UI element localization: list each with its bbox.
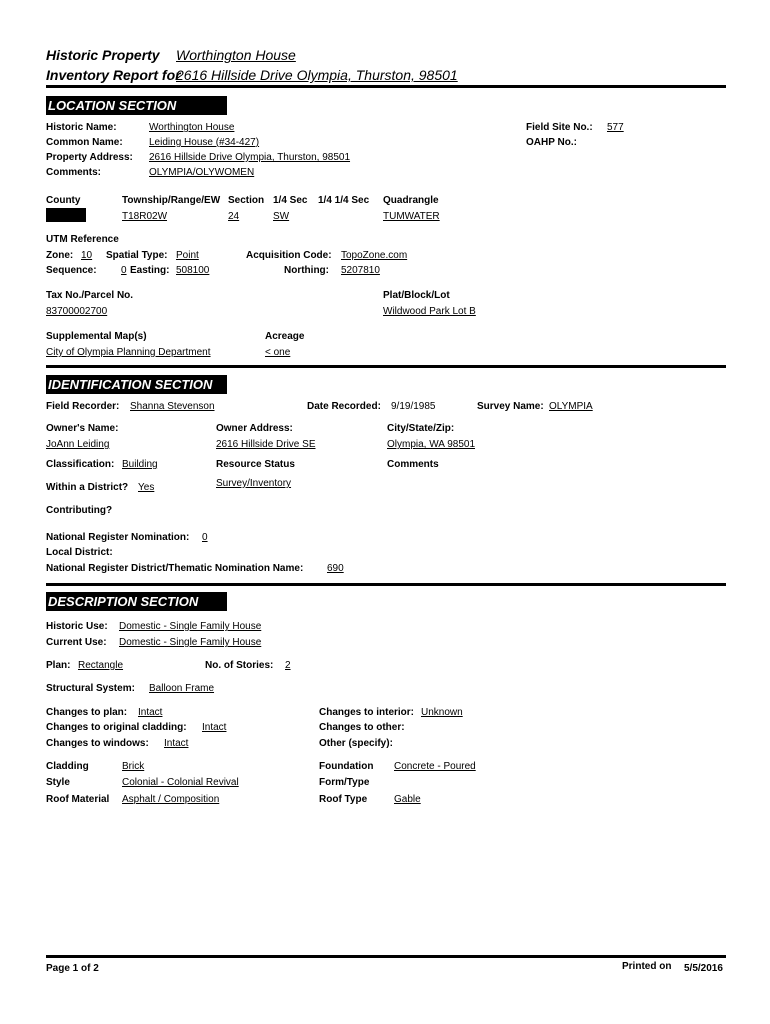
township-value: T18R02W — [122, 211, 168, 222]
page-number: Page 1 of 2 — [46, 963, 99, 974]
national-district-label: National Register District/Thematic Nomination Name: — [46, 563, 304, 574]
foundation-label: Foundation — [319, 761, 374, 772]
location-section-title: LOCATION SECTION — [46, 96, 227, 115]
northing-label: Northing: — [284, 265, 329, 276]
stories-label: No. of Stories: — [205, 660, 274, 671]
cladding-value: Brick — [122, 761, 145, 772]
common-name-label: Common Name: — [46, 137, 123, 148]
national-district-value: 690 — [327, 563, 344, 574]
changes-plan-label: Changes to plan: — [46, 707, 128, 718]
field-recorder-value: Shanna Stevenson — [130, 401, 215, 412]
other-specify-label: Other (specify): — [319, 738, 393, 749]
stories-value: 2 — [285, 660, 291, 671]
acreage-value: < one — [265, 347, 291, 358]
changes-cladding-label: Changes to original cladding: — [46, 722, 187, 733]
within-district-label: Within a District? — [46, 482, 129, 493]
survey-name-label: Survey Name: — [477, 401, 544, 412]
county-label: County — [46, 195, 81, 206]
comments-id-label: Comments — [387, 459, 439, 470]
printed-on-date: 5/5/2016 — [684, 963, 723, 974]
header-label-inventory-report: Inventory Report for — [46, 67, 181, 83]
header-property-name: Worthington House — [176, 47, 296, 63]
sequence-value: 0 — [121, 265, 127, 276]
property-address-label: Property Address: — [46, 152, 133, 163]
roof-type-label: Roof Type — [319, 794, 368, 805]
style-label: Style — [46, 777, 70, 788]
local-district-label: Local District: — [46, 547, 113, 558]
footer-rule — [46, 955, 726, 958]
acreage-label: Acreage — [265, 331, 305, 342]
supplemental-map-label: Supplemental Map(s) — [46, 331, 147, 342]
zone-value: 10 — [81, 250, 93, 261]
changes-interior-label: Changes to interior: — [319, 707, 415, 718]
structural-system-label: Structural System: — [46, 683, 135, 694]
identification-rule — [46, 365, 726, 368]
acquisition-code-value: TopoZone.com — [341, 250, 408, 261]
national-register-value: 0 — [202, 532, 208, 543]
changes-interior-value: Unknown — [421, 707, 463, 718]
contributing-label: Contributing? — [46, 505, 113, 516]
owner-name-label: Owner's Name: — [46, 423, 119, 434]
field-site-label: Field Site No.: — [526, 122, 593, 133]
style-value: Colonial - Colonial Revival — [122, 777, 239, 788]
classification-value: Building — [122, 459, 158, 470]
cladding-label: Cladding — [46, 761, 89, 772]
township-label: Township/Range/EW — [122, 195, 221, 206]
city-state-zip-value: Olympia, WA 98501 — [387, 439, 476, 450]
historic-use-label: Historic Use: — [46, 621, 108, 632]
structural-system-value: Balloon Frame — [149, 683, 215, 694]
acquisition-code-label: Acquisition Code: — [246, 250, 332, 261]
changes-windows-label: Changes to windows: — [46, 738, 149, 749]
roof-material-value: Asphalt / Composition — [122, 794, 220, 805]
survey-name-value: OLYMPIA — [549, 401, 593, 412]
field-site-value: 577 — [607, 122, 624, 133]
changes-cladding-value: Intact — [202, 722, 227, 733]
spatial-type-label: Spatial Type: — [106, 250, 168, 261]
changes-other-label: Changes to other: — [319, 722, 405, 733]
tax-parcel-value: 83700002700 — [46, 306, 108, 317]
owner-name-value: JoAnn Leiding — [46, 439, 110, 450]
date-recorded-label: Date Recorded: — [307, 401, 381, 412]
plan-label: Plan: — [46, 660, 71, 671]
comments-label: Comments: — [46, 167, 102, 178]
city-state-zip-label: City/State/Zip: — [387, 423, 455, 434]
section-label: Section — [228, 195, 265, 206]
utm-reference-label: UTM Reference — [46, 234, 119, 245]
printed-on-label: Printed on — [622, 961, 672, 972]
header-label-historic-property: Historic Property — [46, 47, 160, 63]
description-section-title: DESCRIPTION SECTION — [46, 592, 227, 611]
resource-status-label: Resource Status — [216, 459, 295, 470]
roof-material-label: Roof Material — [46, 794, 110, 805]
current-use-label: Current Use: — [46, 637, 107, 648]
identification-section-title: IDENTIFICATION SECTION — [46, 375, 227, 394]
sequence-label: Sequence: — [46, 265, 97, 276]
quarter-sec-label: 1/4 Sec — [273, 195, 308, 206]
foundation-value: Concrete - Poured — [394, 761, 476, 772]
historic-use-value: Domestic - Single Family House — [119, 621, 262, 632]
plan-value: Rectangle — [78, 660, 124, 671]
description-rule — [46, 583, 726, 586]
property-address-value: 2616 Hillside Drive Olympia, Thurston, 98501 — [149, 152, 351, 163]
quarter-quarter-sec-label: 1/4 1/4 Sec — [318, 195, 370, 206]
oahp-label: OAHP No.: — [526, 137, 577, 148]
resource-status-value: Survey/Inventory — [216, 478, 292, 489]
owner-address-value: 2616 Hillside Drive SE — [216, 439, 316, 450]
easting-label: Easting: — [130, 265, 170, 276]
zone-label: Zone: — [46, 250, 74, 261]
comments-value: OLYMPIA/OLYWOMEN — [149, 167, 255, 178]
date-recorded-value: 9/19/1985 — [391, 401, 436, 412]
national-register-label: National Register Nomination: — [46, 532, 190, 543]
spatial-type-value: Point — [176, 250, 199, 261]
supplemental-map-value: City of Olympia Planning Department — [46, 347, 211, 358]
location-rule — [46, 85, 726, 88]
changes-plan-value: Intact — [138, 707, 163, 718]
owner-address-label: Owner Address: — [216, 423, 293, 434]
roof-type-value: Gable — [394, 794, 421, 805]
changes-windows-value: Intact — [164, 738, 189, 749]
plat-label: Plat/Block/Lot — [383, 290, 450, 301]
classification-label: Classification: — [46, 459, 115, 470]
section-value: 24 — [228, 211, 240, 222]
easting-value: 508100 — [176, 265, 210, 276]
tax-parcel-label: Tax No./Parcel No. — [46, 290, 134, 301]
historic-name-value: Worthington House — [149, 122, 235, 133]
quadrangle-label: Quadrangle — [383, 195, 439, 206]
quadrangle-value: TUMWATER — [383, 211, 440, 222]
quarter-sec-value: SW — [273, 211, 290, 222]
northing-value: 5207810 — [341, 265, 380, 276]
header-property-address: 2616 Hillside Drive Olympia, Thurston, 98501 — [176, 67, 458, 83]
within-district-value: Yes — [138, 482, 155, 493]
form-type-label: Form/Type — [319, 777, 370, 788]
common-name-value: Leiding House (#34-427) — [149, 137, 260, 148]
historic-name-label: Historic Name: — [46, 122, 117, 133]
plat-value: Wildwood Park Lot B — [383, 306, 476, 317]
county-redacted-box — [46, 208, 86, 222]
field-recorder-label: Field Recorder: — [46, 401, 120, 412]
current-use-value: Domestic - Single Family House — [119, 637, 262, 648]
